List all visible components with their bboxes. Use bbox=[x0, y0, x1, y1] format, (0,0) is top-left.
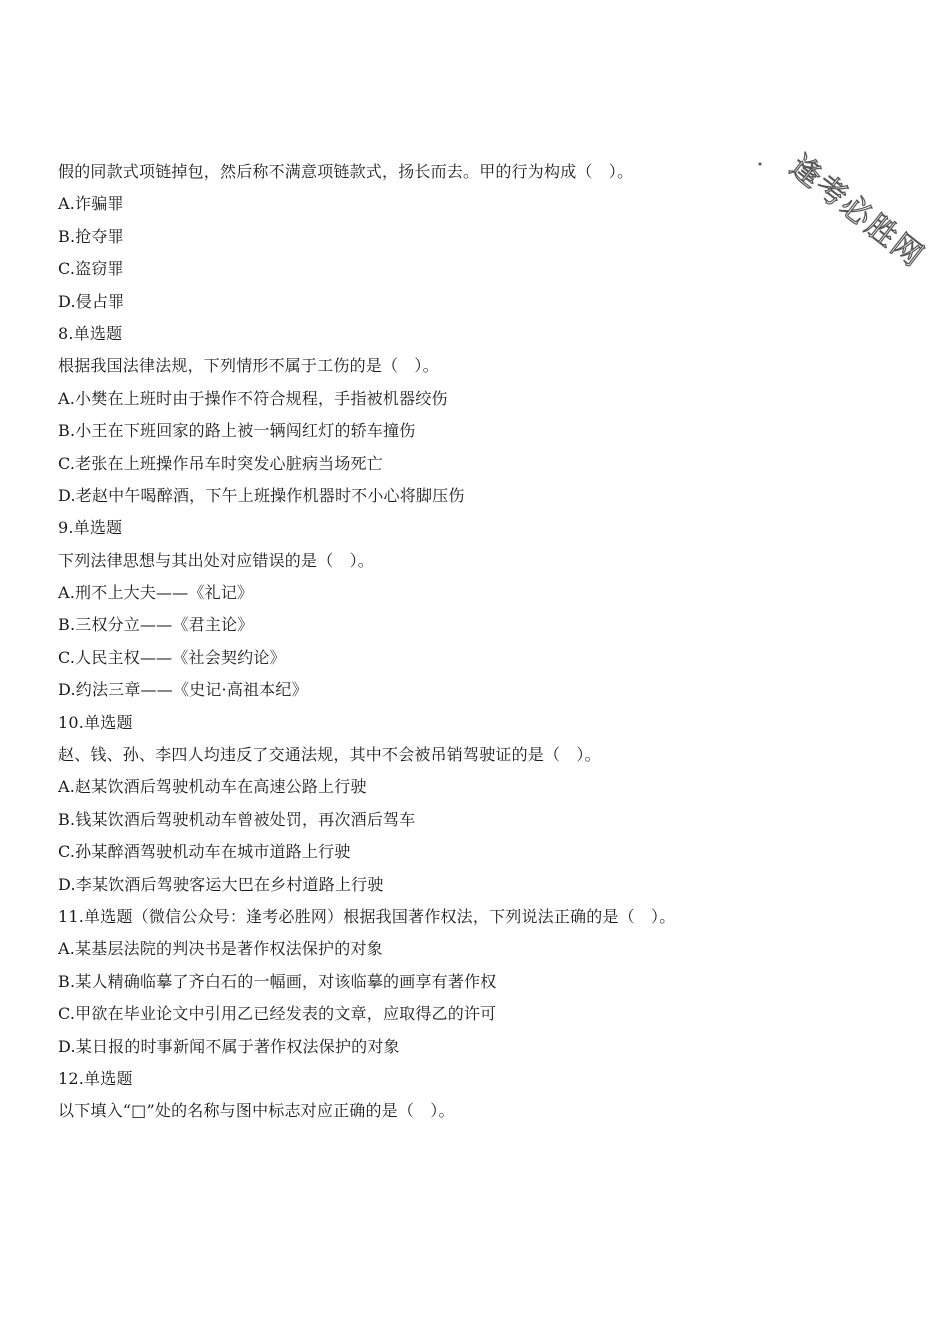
question-10-header: 10.单选题 bbox=[58, 712, 133, 732]
question-10-option-b: B.钱某饮酒后驾驶机动车曾被处罚，再次酒后驾车 bbox=[58, 809, 416, 829]
question-9-option-d: D.约法三章——《史记·高祖本纪》 bbox=[58, 680, 308, 700]
question-7-stem-continuation: 假的同款式项链掉包，然后称不满意项链款式，扬长而去。甲的行为构成（ ）。 bbox=[58, 162, 634, 181]
question-7-option-b: B.抢夺罪 bbox=[58, 226, 124, 246]
question-10-stem: 赵、钱、孙、李四人均违反了交通法规，其中不会被吊销驾驶证的是（ ）。 bbox=[58, 745, 601, 765]
question-9-header: 9.单选题 bbox=[58, 518, 123, 538]
question-11-header-stem: 11.单选题（微信公众号：逢考必胜网）根据我国著作权法，下列说法正确的是（ ）。 bbox=[58, 906, 676, 926]
question-12-stem: 以下填入“□”处的名称与图中标志对应正确的是（ ）。 bbox=[58, 1101, 455, 1121]
question-9-option-b: B.三权分立——《君主论》 bbox=[58, 615, 254, 635]
question-9-option-a: A.刑不上大夫——《礼记》 bbox=[58, 583, 254, 603]
question-content bbox=[58, 156, 858, 1128]
question-8-option-c: C.老张在上班操作吊车时突发心脏病当场死亡 bbox=[58, 453, 383, 473]
question-10-option-c: C.孙某醉酒驾驶机动车在城市道路上行驶 bbox=[58, 842, 351, 862]
question-12-header: 12.单选题 bbox=[58, 1068, 133, 1088]
question-11-option-b: B.某人精确临摹了齐白石的一幅画，对该临摹的画享有著作权 bbox=[58, 971, 497, 991]
question-7-option-c: C.盗窃罪 bbox=[58, 259, 124, 279]
question-7-option-a: A.诈骗罪 bbox=[58, 194, 124, 214]
question-8-option-d: D.老赵中午喝醉酒，下午上班操作机器时不小心将脚压伤 bbox=[58, 485, 465, 505]
question-11-option-d: D.某日报的时事新闻不属于著作权法保护的对象 bbox=[58, 1036, 400, 1056]
watermark-text: 逢考必胜网 bbox=[783, 150, 931, 275]
question-9-option-c: C.人民主权——《社会契约论》 bbox=[58, 647, 286, 667]
question-7-option-d: D.侵占罪 bbox=[58, 291, 125, 311]
question-10-option-a: A.赵某饮酒后驾驶机动车在高速公路上行驶 bbox=[58, 777, 367, 797]
question-9-stem: 下列法律思想与其出处对应错误的是（ ）。 bbox=[58, 550, 375, 570]
question-11-option-c: C.甲欲在毕业论文中引用乙已经发表的文章，应取得乙的许可 bbox=[58, 1004, 497, 1024]
question-8-option-b: B.小王在下班回家的路上被一辆闯红灯的轿车撞伤 bbox=[58, 421, 416, 441]
question-11-option-a: A.某基层法院的判决书是著作权法保护的对象 bbox=[58, 939, 383, 959]
watermark-stamp bbox=[748, 150, 948, 310]
question-8-option-a: A.小樊在上班时由于操作不符合规程，手指被机器绞伤 bbox=[58, 388, 448, 408]
question-8-stem: 根据我国法律法规，下列情形不属于工伤的是（ ）。 bbox=[58, 356, 439, 376]
question-8-header: 8.单选题 bbox=[58, 323, 123, 343]
question-10-option-d: D.李某饮酒后驾驶客运大巴在乡村道路上行驶 bbox=[58, 874, 384, 894]
watermark-graphic bbox=[748, 150, 948, 310]
watermark-dot bbox=[759, 163, 762, 166]
